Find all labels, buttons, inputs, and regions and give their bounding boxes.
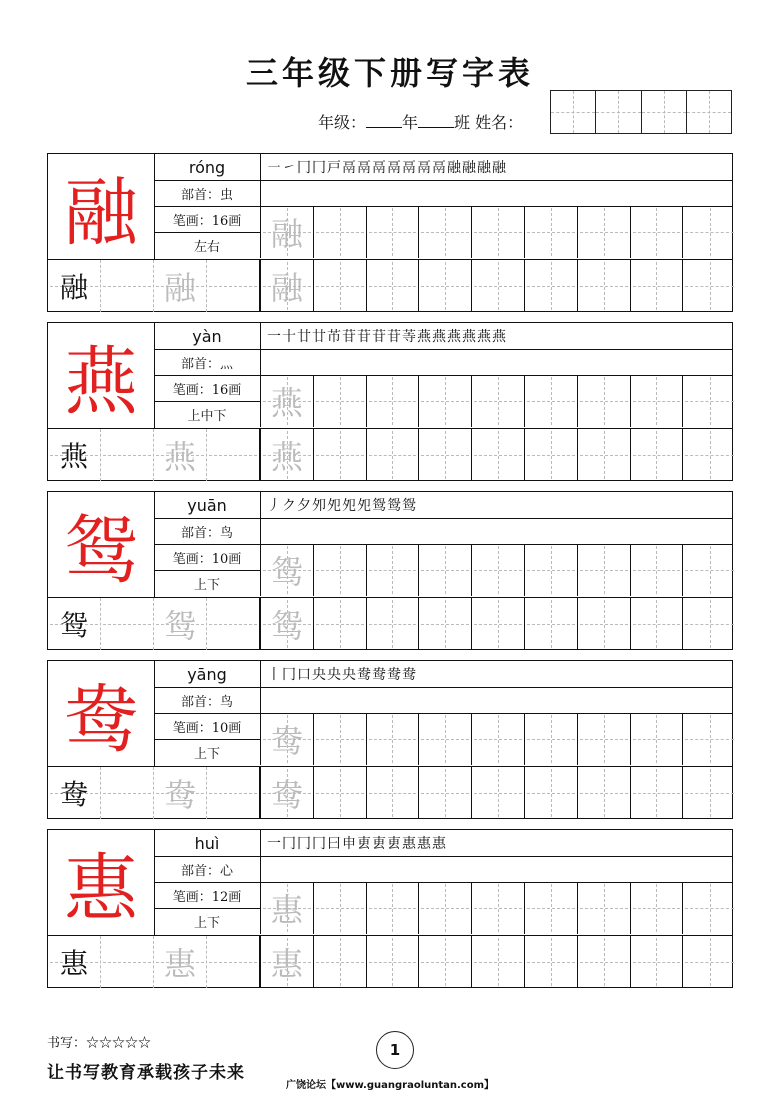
stroke-step: 廿 (312, 329, 326, 345)
radical: 部首：鸟 (154, 687, 260, 714)
trace-cell[interactable]: 惠 (261, 936, 314, 988)
practice-cell[interactable] (525, 882, 578, 934)
practice-cell[interactable] (207, 598, 260, 650)
practice-cell[interactable] (525, 713, 578, 765)
practice-cell[interactable] (367, 882, 420, 934)
practice-cell[interactable] (631, 260, 684, 312)
model-character: 融 (48, 154, 155, 260)
practice-cell[interactable] (101, 429, 154, 481)
stroke-step: 燕 (417, 329, 431, 345)
practice-cell[interactable] (631, 936, 684, 988)
blank-line[interactable] (260, 518, 732, 545)
radical: 部首：鸟 (154, 518, 260, 545)
trace-cell[interactable]: 燕 (261, 429, 314, 481)
stroke-step: ㇐ (267, 160, 281, 176)
stroke-step: 鸯 (402, 667, 416, 683)
stroke-step: 惠 (417, 836, 431, 852)
stroke-count: 笔画：16画 (154, 375, 260, 402)
trace-cell[interactable]: 鸯 (154, 767, 207, 819)
practice-cell[interactable] (314, 767, 367, 819)
trace-cell[interactable]: 融 (261, 260, 314, 312)
practice-cell[interactable] (472, 713, 525, 765)
practice-cell[interactable] (631, 429, 684, 481)
practice-cell[interactable] (419, 767, 472, 819)
practice-cell[interactable] (314, 544, 367, 596)
stroke-step: 惠 (402, 836, 416, 852)
practice-cell[interactable] (683, 544, 736, 596)
stroke-step: 䓁 (402, 329, 416, 345)
stroke-step: 燕 (477, 329, 491, 345)
student-info-line (318, 110, 523, 133)
practice-cell[interactable] (631, 767, 684, 819)
stroke-step: 冂 (297, 836, 311, 852)
practice-cell[interactable] (419, 206, 472, 258)
trace-cell[interactable]: 融 (154, 260, 207, 312)
practice-cell[interactable] (314, 260, 367, 312)
stroke-step: 苷 (357, 329, 371, 345)
stroke-step: 冂 (282, 836, 296, 852)
page-title: 三年级下册写字表 (245, 54, 534, 92)
stroke-step: ㇀ (282, 160, 296, 176)
practice-cell[interactable] (683, 260, 736, 312)
stroke-order (260, 323, 732, 350)
practice-row (260, 598, 736, 650)
stroke-step: 鸯 (372, 667, 386, 683)
stroke-step: 廿 (297, 329, 311, 345)
page-number: 1 (376, 1031, 414, 1069)
stroke-step: 鸯 (387, 667, 401, 683)
practice-cell[interactable] (578, 767, 631, 819)
practice-cell[interactable] (472, 882, 525, 934)
pinyin: yuān (154, 492, 260, 519)
stroke-step: 申 (342, 836, 356, 852)
practice-cell[interactable] (314, 598, 367, 650)
radical: 部首：心 (154, 856, 260, 883)
stroke-step: 一 (267, 329, 281, 345)
copy-row (48, 936, 260, 988)
char-block (47, 829, 733, 988)
stroke-count: 笔画：16画 (154, 206, 260, 233)
practice-cell[interactable] (525, 206, 578, 258)
practice-row (260, 206, 736, 258)
stroke-step: 鬲 (357, 160, 371, 176)
stroke-step: ク (282, 498, 296, 514)
practice-cell[interactable] (472, 544, 525, 596)
trace-cell[interactable]: 融 (261, 206, 314, 258)
practice-cell[interactable] (631, 882, 684, 934)
practice-cell[interactable] (683, 429, 736, 481)
practice-cell[interactable] (314, 206, 367, 258)
trace-cell[interactable]: 燕 (154, 429, 207, 481)
radical: 部首：虫 (154, 180, 260, 207)
model-character: 燕 (48, 323, 155, 429)
stroke-step: 丿 (267, 498, 281, 514)
stroke-step: 融 (447, 160, 461, 176)
stroke-order (260, 154, 732, 181)
stroke-step: 央 (312, 667, 326, 683)
stroke-step: 十 (282, 329, 296, 345)
practice-cell[interactable] (578, 936, 631, 988)
blank-line[interactable] (260, 687, 732, 714)
practice-cell[interactable] (472, 260, 525, 312)
pinyin: róng (154, 154, 260, 181)
rating-label: 书写：☆☆☆☆☆ (47, 1036, 152, 1051)
grade-blank[interactable] (366, 113, 402, 128)
pinyin: huì (154, 830, 260, 857)
practice-cell[interactable] (419, 713, 472, 765)
stroke-order (260, 830, 732, 857)
stroke-step: 苷 (372, 329, 386, 345)
practice-cell[interactable] (419, 260, 472, 312)
practice-cell[interactable] (207, 260, 260, 312)
model-character: 惠 (48, 830, 155, 936)
stroke-step: 融 (477, 160, 491, 176)
practice-cell[interactable] (578, 429, 631, 481)
slogan: 让书写教育承载孩子未来 (47, 1063, 245, 1083)
practice-cell[interactable] (578, 206, 631, 258)
practice-cell[interactable] (419, 429, 472, 481)
blank-line[interactable] (260, 349, 732, 376)
structure: 左右 (193, 240, 220, 255)
practice-cell[interactable] (631, 598, 684, 650)
model-character: 鸯 (48, 661, 155, 767)
practice-row (260, 767, 736, 819)
copy-row (48, 260, 260, 312)
stroke-step: 叀 (357, 836, 371, 852)
practice-cell[interactable] (631, 544, 684, 596)
stroke-step: 鬲 (342, 160, 356, 176)
stroke-count: 笔画：12画 (154, 882, 260, 909)
stroke-step: 夕 (297, 498, 311, 514)
structure: 上下 (193, 578, 220, 593)
model-character: 鸳 (48, 492, 155, 598)
stroke-step: 口 (297, 667, 311, 683)
char-block (47, 153, 733, 312)
practice-row (260, 882, 736, 934)
stroke-step: 央 (327, 667, 341, 683)
practice-cell[interactable] (525, 767, 578, 819)
practice-cell[interactable] (367, 598, 420, 650)
stroke-step: 鬲 (387, 160, 401, 176)
practice-cell[interactable] (367, 936, 420, 988)
practice-cell[interactable] (419, 375, 472, 427)
trace-cell[interactable]: 鸳 (261, 544, 314, 596)
practice-cell[interactable] (472, 375, 525, 427)
char-block (47, 322, 733, 481)
practice-cell[interactable] (367, 767, 420, 819)
practice-cell[interactable] (631, 375, 684, 427)
practice-cell[interactable] (683, 206, 736, 258)
stroke-step: 燕 (492, 329, 506, 345)
practice-cell[interactable] (578, 375, 631, 427)
practice-row (260, 544, 736, 596)
practice-cell[interactable] (101, 260, 154, 312)
trace-cell[interactable]: 惠 (261, 882, 314, 934)
practice-cell[interactable] (367, 206, 420, 258)
practice-cell[interactable] (683, 767, 736, 819)
practice-cell[interactable] (525, 936, 578, 988)
copy-row (48, 429, 260, 481)
stroke-step: 夘 (312, 498, 326, 514)
stroke-step: 燕 (432, 329, 446, 345)
practice-cell[interactable] (683, 713, 736, 765)
practice-cell[interactable] (367, 375, 420, 427)
practice-cell[interactable] (314, 882, 367, 934)
practice-row (260, 713, 736, 765)
practice-cell[interactable] (419, 882, 472, 934)
char-block (47, 660, 733, 819)
stroke-step: 融 (492, 160, 506, 176)
practice-cell[interactable] (683, 882, 736, 934)
practice-cell[interactable] (472, 767, 525, 819)
class-suffix: 班 (454, 113, 471, 132)
practice-cell[interactable] (367, 429, 420, 481)
stroke-step: 一 (267, 836, 281, 852)
practice-cell[interactable] (101, 936, 154, 988)
practice-cell[interactable] (525, 544, 578, 596)
stroke-step: 芇 (327, 329, 341, 345)
stroke-step: 鸯 (357, 667, 371, 683)
practice-cell[interactable] (367, 544, 420, 596)
practice-cell[interactable] (314, 713, 367, 765)
practice-row (260, 375, 736, 427)
structure: 上中下 (187, 409, 227, 424)
practice-cell[interactable] (578, 544, 631, 596)
stroke-step: 燕 (462, 329, 476, 345)
structure: 上下 (193, 747, 220, 762)
practice-cell[interactable] (525, 375, 578, 427)
blank-line[interactable] (260, 180, 732, 207)
practice-cell[interactable] (419, 598, 472, 650)
practice-cell[interactable] (314, 936, 367, 988)
stroke-step: 叀 (387, 836, 401, 852)
stroke-step: 夗 (357, 498, 371, 514)
stroke-step: 冂 (297, 160, 311, 176)
stroke-order (260, 661, 732, 688)
stroke-step: 叀 (372, 836, 386, 852)
blank-line[interactable] (260, 856, 732, 883)
practice-cell[interactable] (683, 598, 736, 650)
practice-cell[interactable] (207, 936, 260, 988)
copy-row (48, 767, 260, 819)
stroke-step: 鸳 (402, 498, 416, 514)
stroke-step: 融 (462, 160, 476, 176)
stroke-step: 丨 (267, 667, 281, 683)
structure: 上下 (193, 916, 220, 931)
stroke-count: 笔画：10画 (154, 544, 260, 571)
practice-cell[interactable] (472, 429, 525, 481)
stroke-step: 燕 (447, 329, 461, 345)
practice-cell[interactable] (472, 206, 525, 258)
practice-cell[interactable] (631, 713, 684, 765)
stroke-step: 鬲 (417, 160, 431, 176)
practice-row (260, 429, 736, 481)
practice-cell[interactable] (525, 429, 578, 481)
radical: 部首：灬 (154, 349, 260, 376)
practice-cell[interactable] (631, 206, 684, 258)
stroke-order (260, 492, 732, 519)
trace-cell[interactable]: 鸯 (261, 767, 314, 819)
stroke-step: 鸳 (387, 498, 401, 514)
practice-cell[interactable] (683, 936, 736, 988)
pinyin: yàn (154, 323, 260, 350)
practice-cell[interactable] (101, 598, 154, 650)
stroke-step: 曰 (327, 836, 341, 852)
practice-cell[interactable] (578, 598, 631, 650)
site-credit: 广饶论坛【www.guangraoluntan.com】 (285, 1080, 495, 1091)
trace-cell[interactable]: 惠 (154, 936, 207, 988)
practice-cell[interactable] (472, 936, 525, 988)
stroke-step: 冂 (312, 836, 326, 852)
practice-cell[interactable] (367, 260, 420, 312)
stroke-step: 苷 (387, 329, 401, 345)
copy-character: 融 (48, 260, 101, 312)
practice-cell[interactable] (578, 260, 631, 312)
year-suffix: 年 (402, 113, 419, 132)
practice-row (260, 260, 736, 312)
copy-row (48, 598, 260, 650)
practice-cell[interactable] (419, 544, 472, 596)
trace-cell[interactable]: 鸳 (154, 598, 207, 650)
class-blank[interactable] (418, 113, 454, 128)
stroke-step: 冂 (282, 667, 296, 683)
practice-cell[interactable] (525, 260, 578, 312)
practice-cell[interactable] (683, 375, 736, 427)
stroke-step: 夗 (327, 498, 341, 514)
practice-row (260, 936, 736, 988)
practice-cell[interactable] (207, 767, 260, 819)
stroke-step: 鬲 (432, 160, 446, 176)
trace-cell[interactable]: 鸳 (261, 598, 314, 650)
name-grid[interactable] (550, 90, 732, 134)
copy-character: 鸯 (48, 767, 101, 819)
practice-cell[interactable] (101, 767, 154, 819)
grade-label: 年级： (318, 113, 367, 132)
stroke-step: 央 (342, 667, 356, 683)
stroke-step: 夗 (342, 498, 356, 514)
stroke-step: 苷 (342, 329, 356, 345)
stroke-step: 冂 (312, 160, 326, 176)
copy-character: 燕 (48, 429, 101, 481)
stroke-step: 惠 (432, 836, 446, 852)
char-block (47, 491, 733, 650)
stroke-step: 戸 (327, 160, 341, 176)
stroke-step: 鬲 (402, 160, 416, 176)
practice-cell[interactable] (578, 713, 631, 765)
copy-character: 惠 (48, 936, 101, 988)
practice-cell[interactable] (314, 375, 367, 427)
practice-cell[interactable] (419, 936, 472, 988)
practice-cell[interactable] (472, 598, 525, 650)
trace-cell[interactable]: 燕 (261, 375, 314, 427)
practice-cell[interactable] (314, 429, 367, 481)
pinyin: yāng (154, 661, 260, 688)
trace-cell[interactable]: 鸯 (261, 713, 314, 765)
practice-cell[interactable] (578, 882, 631, 934)
practice-cell[interactable] (525, 598, 578, 650)
practice-cell[interactable] (367, 713, 420, 765)
name-label: 姓名： (475, 113, 524, 132)
copy-character: 鸳 (48, 598, 101, 650)
stroke-step: 鸳 (372, 498, 386, 514)
stroke-count: 笔画：10画 (154, 713, 260, 740)
stroke-step: 鬲 (372, 160, 386, 176)
practice-cell[interactable] (207, 429, 260, 481)
